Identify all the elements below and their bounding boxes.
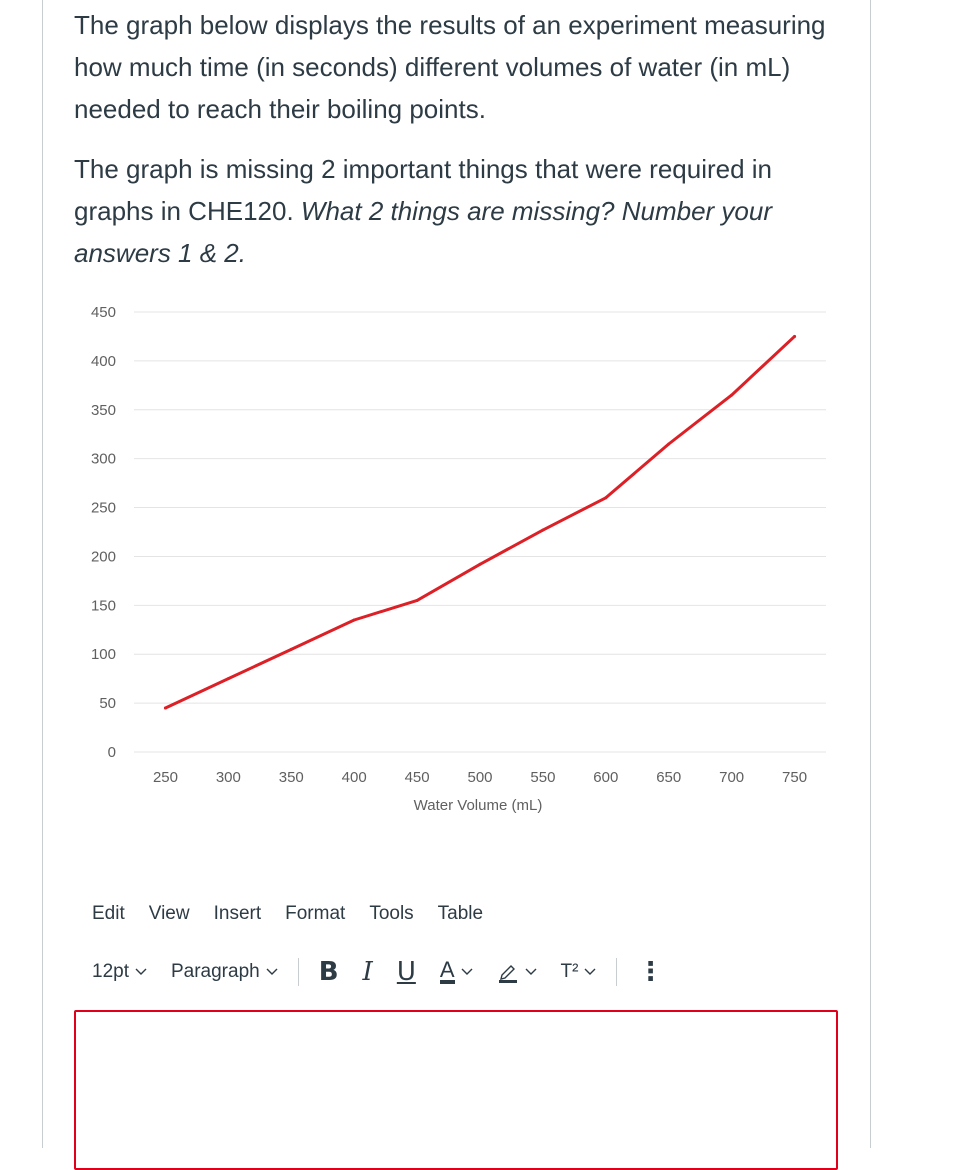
font-size-value: 12pt (92, 961, 129, 982)
text-color-button[interactable] (428, 957, 485, 984)
text-color-icon: A (439, 957, 455, 982)
superscript-label: T² (560, 961, 579, 982)
chevron-down-icon (461, 968, 473, 976)
chevron-down-icon (584, 968, 596, 976)
data-point (353, 619, 356, 622)
superscript-button[interactable] (549, 961, 609, 983)
toolbar-divider (298, 958, 299, 986)
highlight-color-button[interactable] (485, 961, 549, 983)
data-point (227, 677, 230, 680)
x-tick-label: 500 (467, 769, 493, 786)
menu-insert[interactable]: Insert (213, 903, 262, 924)
data-point (730, 394, 733, 397)
content-border-right (870, 0, 871, 1148)
x-tick-label: 600 (593, 769, 619, 786)
y-tick-label: 50 (99, 695, 116, 713)
y-tick-label: 100 (90, 646, 116, 664)
menu-format[interactable]: Format (285, 903, 346, 924)
question-paragraph-2 (74, 148, 854, 274)
more-options-icon[interactable]: ⋮ (637, 957, 664, 987)
block-format-select[interactable] (159, 961, 290, 983)
menu-table[interactable]: Table (437, 903, 484, 924)
content-border-left (42, 0, 43, 1148)
question-paragraph-1: The graph below displays the results of an experiment measuring how much time (in seconds) different volumes of water (in mL) needed to reach their boiling points. (74, 10, 826, 124)
data-point (667, 443, 670, 446)
italic-button[interactable]: I (362, 957, 373, 987)
data-point (416, 599, 419, 602)
data-point (164, 707, 167, 710)
x-tick-label: 550 (530, 769, 556, 786)
series-line (165, 336, 794, 708)
data-point (541, 529, 544, 532)
y-tick-label: 250 (90, 499, 116, 517)
editor-toolbar (80, 952, 675, 992)
x-axis-title: Water Volume (mL) (413, 797, 543, 814)
toolbar-divider (616, 958, 617, 986)
menu-edit[interactable]: Edit (92, 903, 125, 924)
question-plain-text: The graph is missing 2 important things that were required in graphs in CHE120. (74, 154, 773, 226)
data-point (290, 648, 293, 651)
font-size-select[interactable] (80, 961, 159, 983)
editor-menubar (80, 900, 495, 928)
y-tick-label: 200 (90, 548, 116, 566)
y-tick-label: 0 (107, 744, 116, 761)
menu-view[interactable]: View (148, 903, 190, 924)
question-italic-text: What 2 things are missing? Number your answers 1 & 2. (74, 196, 772, 268)
menu-tools[interactable]: Tools (369, 903, 414, 924)
x-tick-label: 750 (782, 769, 808, 786)
x-tick-label: 250 (152, 769, 178, 786)
x-tick-label: 350 (278, 769, 304, 786)
data-point (793, 335, 796, 338)
y-tick-label: 150 (90, 597, 116, 615)
bold-button[interactable]: B (318, 957, 339, 987)
chevron-down-icon (525, 968, 537, 976)
x-tick-label: 450 (404, 769, 430, 786)
y-tick-label: 300 (90, 450, 116, 468)
y-tick-label: 400 (90, 352, 116, 370)
block-format-value: Paragraph (170, 961, 260, 982)
line-chart (70, 290, 830, 830)
question-text (74, 4, 854, 274)
highlighter-icon (497, 961, 519, 983)
y-tick-label: 450 (90, 304, 116, 321)
answer-editor[interactable] (74, 1010, 838, 1170)
x-tick-label: 300 (215, 769, 241, 786)
x-tick-label: 650 (656, 769, 682, 786)
chevron-down-icon (266, 968, 278, 976)
underline-button[interactable]: U (396, 957, 416, 987)
data-point (604, 496, 607, 499)
chevron-down-icon (135, 968, 147, 976)
x-tick-label: 700 (719, 769, 745, 786)
data-point (479, 563, 482, 566)
x-tick-label: 400 (341, 769, 367, 786)
y-tick-label: 350 (90, 401, 116, 419)
